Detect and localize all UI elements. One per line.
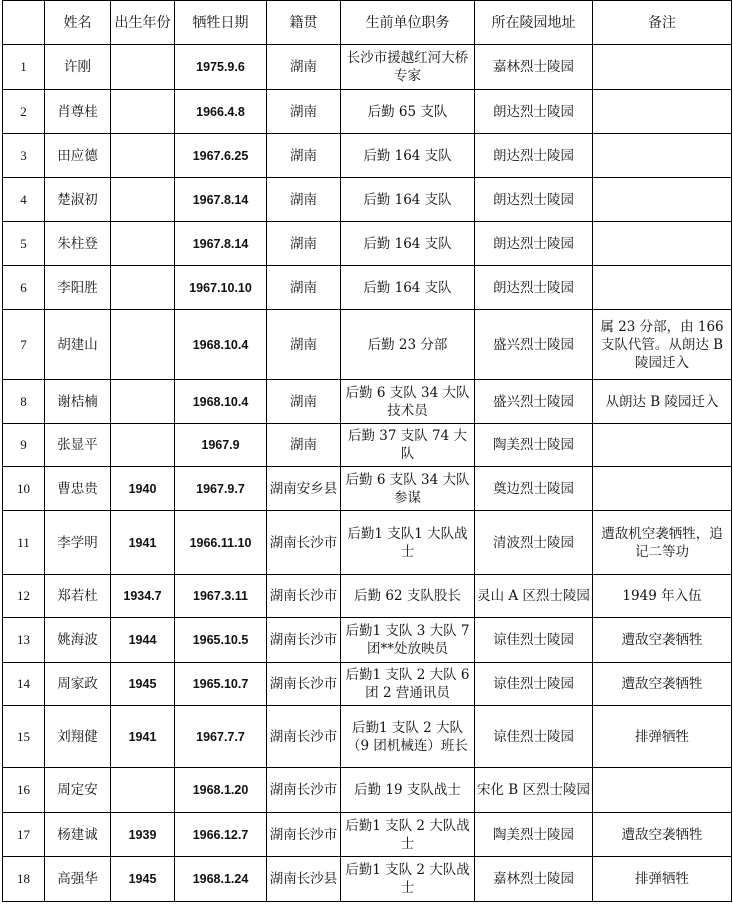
table-body bbox=[3, 45, 732, 902]
table-row bbox=[3, 222, 732, 266]
header-origin: 籍贯 bbox=[267, 1, 341, 45]
death-date-cell: 1968.1.20 bbox=[175, 768, 267, 813]
table-row bbox=[3, 178, 732, 222]
unit-cell: 后勤 37 支队 74 大队 bbox=[341, 424, 475, 467]
notes-cell bbox=[593, 134, 732, 178]
table-row bbox=[3, 310, 732, 380]
death-date-cell: 1967.8.14 bbox=[175, 222, 267, 266]
table-row bbox=[3, 706, 732, 768]
birth-year-cell bbox=[111, 45, 175, 90]
cemetery-cell: 陶美烈士陵园 bbox=[475, 424, 593, 467]
birth-year-cell: 1940 bbox=[111, 467, 175, 511]
death-date-cell: 1975.9.6 bbox=[175, 45, 267, 90]
table-row bbox=[3, 380, 732, 424]
origin-cell: 湖南长沙市 bbox=[267, 813, 341, 857]
origin-cell: 湖南安乡县 bbox=[267, 467, 341, 511]
name-cell: 周定安 bbox=[45, 768, 111, 813]
name-cell: 许刚 bbox=[45, 45, 111, 90]
death-date-cell: 1968.1.24 bbox=[175, 857, 267, 902]
cemetery-cell: 朗达烈士陵园 bbox=[475, 90, 593, 134]
name-cell: 曹忠贵 bbox=[45, 467, 111, 511]
row-number: 11 bbox=[3, 511, 45, 575]
row-number: 3 bbox=[3, 134, 45, 178]
header-index bbox=[3, 1, 45, 45]
notes-cell: 1949 年入伍 bbox=[593, 575, 732, 618]
death-date-cell: 1967.9 bbox=[175, 424, 267, 467]
table-row bbox=[3, 266, 732, 310]
birth-year-cell bbox=[111, 90, 175, 134]
cemetery-cell: 盛兴烈士陵园 bbox=[475, 310, 593, 380]
cemetery-cell: 谅佳烈士陵园 bbox=[475, 618, 593, 663]
row-number: 17 bbox=[3, 813, 45, 857]
name-cell: 李阳胜 bbox=[45, 266, 111, 310]
origin-cell: 湖南长沙市 bbox=[267, 511, 341, 575]
name-cell: 刘翔健 bbox=[45, 706, 111, 768]
death-date-cell: 1967.3.11 bbox=[175, 575, 267, 618]
notes-cell: 排弹牺牲 bbox=[593, 857, 732, 902]
row-number: 4 bbox=[3, 178, 45, 222]
death-date-cell: 1967.9.7 bbox=[175, 467, 267, 511]
origin-cell: 湖南长沙市 bbox=[267, 663, 341, 706]
cemetery-cell: 朗达烈士陵园 bbox=[475, 222, 593, 266]
name-cell: 朱柱登 bbox=[45, 222, 111, 266]
unit-cell: 后勤 19 支队战士 bbox=[341, 768, 475, 813]
row-number: 2 bbox=[3, 90, 45, 134]
origin-cell: 湖南长沙县 bbox=[267, 857, 341, 902]
cemetery-cell: 陶美烈士陵园 bbox=[475, 813, 593, 857]
header-birth-year: 出生年份 bbox=[111, 1, 175, 45]
notes-cell bbox=[593, 467, 732, 511]
row-number: 18 bbox=[3, 857, 45, 902]
unit-cell: 长沙市援越红河大桥专家 bbox=[341, 45, 475, 90]
death-date-cell: 1967.8.14 bbox=[175, 178, 267, 222]
origin-cell: 湖南 bbox=[267, 424, 341, 467]
row-number: 14 bbox=[3, 663, 45, 706]
death-date-cell: 1965.10.7 bbox=[175, 663, 267, 706]
row-number: 16 bbox=[3, 768, 45, 813]
unit-cell: 后勤 164 支队 bbox=[341, 222, 475, 266]
origin-cell: 湖南长沙市 bbox=[267, 768, 341, 813]
birth-year-cell bbox=[111, 380, 175, 424]
cemetery-cell: 奠边烈士陵园 bbox=[475, 467, 593, 511]
notes-cell bbox=[593, 178, 732, 222]
cemetery-cell: 嘉林烈士陵园 bbox=[475, 857, 593, 902]
birth-year-cell bbox=[111, 178, 175, 222]
cemetery-cell: 谅佳烈士陵园 bbox=[475, 706, 593, 768]
cemetery-cell: 朗达烈士陵园 bbox=[475, 178, 593, 222]
unit-cell: 后勤1 支队1 大队战士 bbox=[341, 511, 475, 575]
notes-cell: 遭敌空袭牺牲 bbox=[593, 813, 732, 857]
row-number: 9 bbox=[3, 424, 45, 467]
unit-cell: 后勤 65 支队 bbox=[341, 90, 475, 134]
cemetery-cell: 嘉林烈士陵园 bbox=[475, 45, 593, 90]
name-cell: 姚海波 bbox=[45, 618, 111, 663]
cemetery-cell: 宋化 B 区烈士陵园 bbox=[475, 768, 593, 813]
header-name: 姓名 bbox=[45, 1, 111, 45]
death-date-cell: 1967.10.10 bbox=[175, 266, 267, 310]
unit-cell: 后勤1 支队 2 大队战士 bbox=[341, 857, 475, 902]
notes-cell bbox=[593, 90, 732, 134]
notes-cell: 排弹牺牲 bbox=[593, 706, 732, 768]
notes-cell bbox=[593, 222, 732, 266]
origin-cell: 湖南 bbox=[267, 134, 341, 178]
birth-year-cell bbox=[111, 222, 175, 266]
name-cell: 胡建山 bbox=[45, 310, 111, 380]
cemetery-cell: 灵山 A 区烈士陵园 bbox=[475, 575, 593, 618]
birth-year-cell bbox=[111, 424, 175, 467]
birth-year-cell: 1945 bbox=[111, 663, 175, 706]
origin-cell: 湖南长沙市 bbox=[267, 618, 341, 663]
cemetery-cell: 谅佳烈士陵园 bbox=[475, 663, 593, 706]
unit-cell: 后勤 164 支队 bbox=[341, 134, 475, 178]
header-unit: 生前单位职务 bbox=[341, 1, 475, 45]
row-number: 12 bbox=[3, 575, 45, 618]
unit-cell: 后勤1 支队 3 大队 7 团**处放映员 bbox=[341, 618, 475, 663]
origin-cell: 湖南 bbox=[267, 45, 341, 90]
table-row bbox=[3, 663, 732, 706]
notes-cell bbox=[593, 266, 732, 310]
table-row bbox=[3, 575, 732, 618]
name-cell: 肖尊桂 bbox=[45, 90, 111, 134]
unit-cell: 后勤 164 支队 bbox=[341, 266, 475, 310]
header-row bbox=[3, 1, 732, 45]
birth-year-cell bbox=[111, 768, 175, 813]
origin-cell: 湖南 bbox=[267, 380, 341, 424]
table-row bbox=[3, 511, 732, 575]
birth-year-cell: 1944 bbox=[111, 618, 175, 663]
notes-cell bbox=[593, 424, 732, 467]
table-row bbox=[3, 45, 732, 90]
birth-year-cell: 1941 bbox=[111, 706, 175, 768]
table-row bbox=[3, 467, 732, 511]
table-row bbox=[3, 90, 732, 134]
row-number: 15 bbox=[3, 706, 45, 768]
row-number: 13 bbox=[3, 618, 45, 663]
name-cell: 谢桔楠 bbox=[45, 380, 111, 424]
name-cell: 李学明 bbox=[45, 511, 111, 575]
name-cell: 楚淑初 bbox=[45, 178, 111, 222]
cemetery-cell: 朗达烈士陵园 bbox=[475, 134, 593, 178]
name-cell: 张显平 bbox=[45, 424, 111, 467]
unit-cell: 后勤1 支队 2 大队战士 bbox=[341, 813, 475, 857]
name-cell: 郑若杜 bbox=[45, 575, 111, 618]
death-date-cell: 1968.10.4 bbox=[175, 380, 267, 424]
unit-cell: 后勤 6 支队 34 大队技术员 bbox=[341, 380, 475, 424]
unit-cell: 后勤1 支队 2 大队（9 团机械连）班长 bbox=[341, 706, 475, 768]
row-number: 1 bbox=[3, 45, 45, 90]
table-row bbox=[3, 857, 732, 902]
name-cell: 周家政 bbox=[45, 663, 111, 706]
notes-cell bbox=[593, 45, 732, 90]
header-notes: 备注 bbox=[593, 1, 732, 45]
unit-cell: 后勤 164 支队 bbox=[341, 178, 475, 222]
table-row bbox=[3, 813, 732, 857]
notes-cell: 遭敌机空袭牺牲，追记二等功 bbox=[593, 511, 732, 575]
notes-cell: 遭敌空袭牺牲 bbox=[593, 663, 732, 706]
origin-cell: 湖南 bbox=[267, 90, 341, 134]
birth-year-cell: 1945 bbox=[111, 857, 175, 902]
notes-cell: 遭敌空袭牺牲 bbox=[593, 618, 732, 663]
death-date-cell: 1966.11.10 bbox=[175, 511, 267, 575]
origin-cell: 湖南长沙市 bbox=[267, 706, 341, 768]
table-row bbox=[3, 424, 732, 467]
origin-cell: 湖南长沙市 bbox=[267, 575, 341, 618]
notes-cell bbox=[593, 768, 732, 813]
cemetery-cell: 盛兴烈士陵园 bbox=[475, 380, 593, 424]
origin-cell: 湖南 bbox=[267, 222, 341, 266]
unit-cell: 后勤1 支队 2 大队 6 团 2 营通讯员 bbox=[341, 663, 475, 706]
row-number: 7 bbox=[3, 310, 45, 380]
birth-year-cell: 1939 bbox=[111, 813, 175, 857]
death-date-cell: 1967.7.7 bbox=[175, 706, 267, 768]
martyrs-table bbox=[2, 0, 732, 902]
table-row bbox=[3, 134, 732, 178]
table-row bbox=[3, 618, 732, 663]
birth-year-cell bbox=[111, 310, 175, 380]
row-number: 6 bbox=[3, 266, 45, 310]
birth-year-cell bbox=[111, 134, 175, 178]
header-death-date: 牺牲日期 bbox=[175, 1, 267, 45]
unit-cell: 后勤 62 支队股长 bbox=[341, 575, 475, 618]
row-number: 5 bbox=[3, 222, 45, 266]
cemetery-cell: 朗达烈士陵园 bbox=[475, 266, 593, 310]
cemetery-cell: 清波烈士陵园 bbox=[475, 511, 593, 575]
notes-cell: 从朗达 B 陵园迁入 bbox=[593, 380, 732, 424]
row-number: 8 bbox=[3, 380, 45, 424]
unit-cell: 后勤 6 支队 34 大队参谋 bbox=[341, 467, 475, 511]
death-date-cell: 1968.10.4 bbox=[175, 310, 267, 380]
death-date-cell: 1965.10.5 bbox=[175, 618, 267, 663]
header-cemetery: 所在陵园地址 bbox=[475, 1, 593, 45]
origin-cell: 湖南 bbox=[267, 178, 341, 222]
unit-cell: 后勤 23 分部 bbox=[341, 310, 475, 380]
death-date-cell: 1966.4.8 bbox=[175, 90, 267, 134]
name-cell: 田应德 bbox=[45, 134, 111, 178]
death-date-cell: 1966.12.7 bbox=[175, 813, 267, 857]
name-cell: 高强华 bbox=[45, 857, 111, 902]
table-row bbox=[3, 768, 732, 813]
origin-cell: 湖南 bbox=[267, 310, 341, 380]
notes-cell: 属 23 分部，由 166 支队代管。从朗达 B 陵园迁入 bbox=[593, 310, 732, 380]
death-date-cell: 1967.6.25 bbox=[175, 134, 267, 178]
birth-year-cell: 1941 bbox=[111, 511, 175, 575]
origin-cell: 湖南 bbox=[267, 266, 341, 310]
birth-year-cell bbox=[111, 266, 175, 310]
birth-year-cell: 1934.7 bbox=[111, 575, 175, 618]
row-number: 10 bbox=[3, 467, 45, 511]
name-cell: 杨建诚 bbox=[45, 813, 111, 857]
